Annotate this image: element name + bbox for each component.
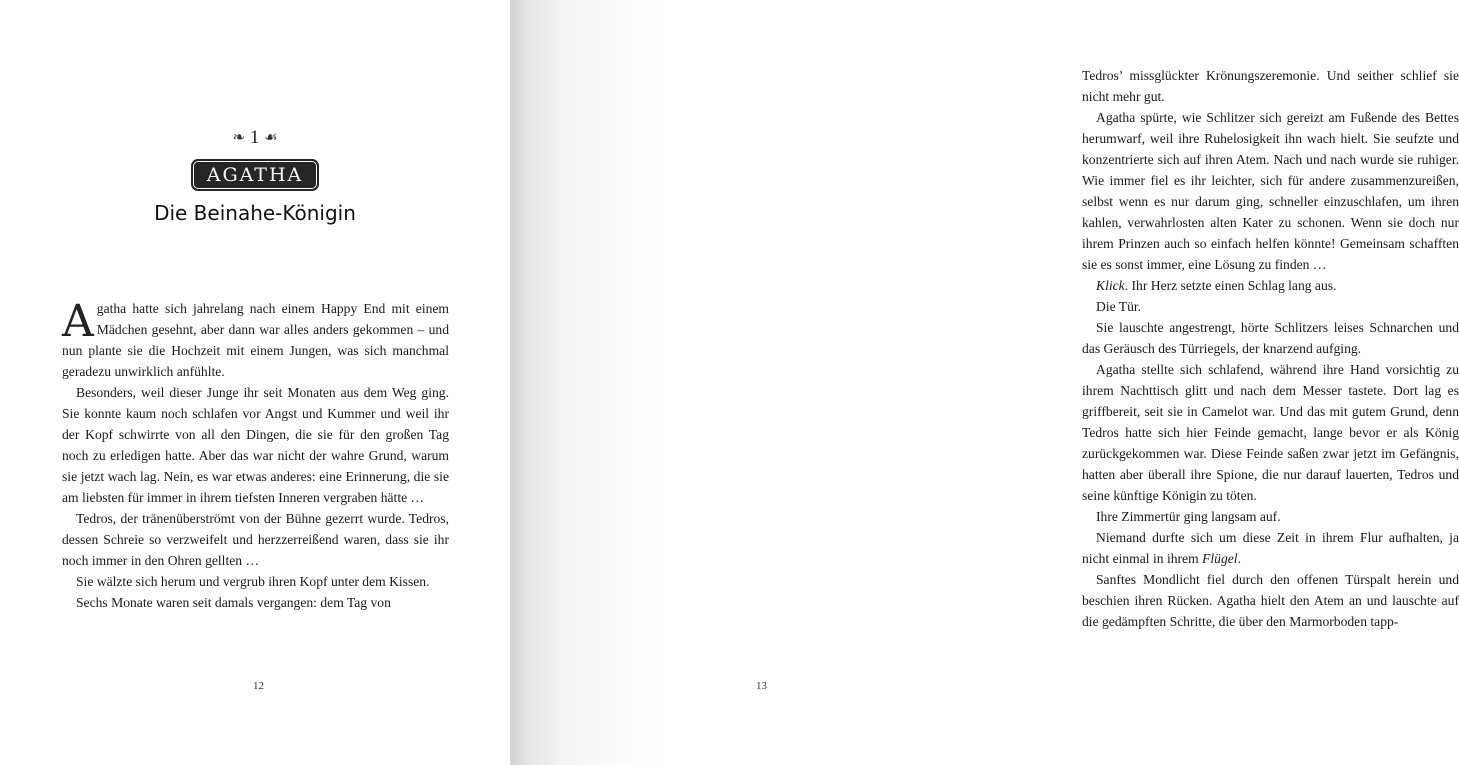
- paragraph: Die Tür.: [1096, 299, 1142, 314]
- chapter-number: 1: [249, 127, 260, 148]
- paragraph: Sanftes Mondlicht fiel durch den offenen Türspalt herein und beschien ihren Rücken. Agatha hielt den Atem an und lauschte auf die gedämpften Schritte, die über den Marmorboden tapp-: [1082, 572, 1459, 629]
- chapter-name-plate: [191, 159, 320, 191]
- paragraph: Tedros, der tränenüberströmt von der Bühne gezerrt wurde. Tedros, dessen Schreie so verzweifelt und herzzerreißend waren, dass sie ihr noch immer in den Ohren gellten …: [62, 511, 449, 568]
- chapter-name: AGATHA: [206, 164, 304, 186]
- paragraph: Besonders, weil dieser Junge ihr seit Monaten aus dem Weg ging. Sie konnte kaum noch schlafen vor Angst und Kummer und weil ihr der Kopf schwirrte von all den Dingen, die sie für den großen Tag noch zu erledigen hatte. Aber das war nicht der wahre Grund, warum sie jetzt wach lag. Nein, es war etwas anderes: eine Erinnerung, die sie am liebsten für immer in ihrem tiefsten Inneren vergraben hätte …: [62, 385, 449, 505]
- left-page: [0, 0, 510, 765]
- paragraph: Agatha stellte sich schlafend, während ihre Hand vorsichtig zu ihrem Nachttisch glitt und nach dem Messer tastete. Dort lag es griffbereit, seit sie in Camelot war. Und das mit gutem Grund, denn Tedros hatte sich hier Feinde gemacht, lange bevor er als König zurückgekommen war. Diese Feinde saßen zwar jetzt im Gefängnis, hatten aber überall ihre Spione, die nur darauf lauerten, Tedros und seine künftige Königin zu töten.: [1082, 362, 1459, 503]
- paragraph: Sie lauschte angestrengt, hörte Schlitzers leises Schnarchen und das Geräusch des Türriegels, der knarzend aufging.: [1082, 320, 1459, 356]
- continued-paragraph: Tedros’ missglückter Krönungszeremonie. Und seither schlief sie nicht mehr gut.: [1082, 68, 1459, 104]
- emphasis: Klick: [1096, 278, 1125, 293]
- chapter-subtitle: Die Beinahe-Königin: [154, 201, 356, 225]
- paragraph: Sie wälzte sich herum und vergrub ihren Kopf unter dem Kissen.: [76, 574, 430, 589]
- paragraph: Niemand durfte sich um diese Zeit in ihrem Flur aufhalten, ja nicht einmal in ihrem Flügel.: [1082, 530, 1459, 566]
- page-number-left: 12: [253, 680, 264, 692]
- paragraph: Ihre Zimmertür ging langsam auf.: [1096, 509, 1281, 524]
- first-paragraph: [62, 298, 449, 382]
- left-body-text: [62, 298, 449, 613]
- right-flourish-icon: ☙: [264, 130, 278, 146]
- left-flourish-icon: ❧: [232, 130, 246, 146]
- paragraph: Sechs Monate waren seit damals vergangen: dem Tag von: [76, 595, 391, 610]
- right-page: [510, 0, 1459, 765]
- chapter-number-line: [60, 127, 450, 149]
- paragraph: Agatha spürte, wie Schlitzer sich gereizt am Fußende des Bettes herumwarf, weil ihre Ruhelosigkeit ihn wach hielt. Sie seufzte und konzentrierte sich auf ihren Atem. Nach und nach wurde sie ruhiger. Wie immer fiel es ihr leichter, sich für andere zusammenzureißen, selbst wenn es nur darum ging, schneller einzuschlafen, um ihren kahlen, verwahrlosten alten Kater zu schonen. Wenn sie doch nur ihrem Prinzen auch so einfach helfen könnte! Gemeinsam schafften sie es sonst immer, eine Lösung zu finden …: [1082, 110, 1459, 272]
- page-number-right: 13: [756, 680, 767, 692]
- first-paragraph-text: gatha hatte sich jahrelang nach einem Happy End mit einem Mädchen gesehnt, aber dann war alles anders gekommen – und nun plante sie die Hochzeit mit einem Jungen, was sich manchmal geradezu unwirklich anfühlte.: [62, 301, 449, 379]
- right-body-text: [1082, 65, 1459, 632]
- drop-cap: A: [62, 296, 94, 347]
- emphasis: Flügel: [1202, 551, 1238, 566]
- paragraph: Klick. Ihr Herz setzte einen Schlag lang aus.: [1096, 278, 1337, 293]
- chapter-heading: [60, 127, 450, 227]
